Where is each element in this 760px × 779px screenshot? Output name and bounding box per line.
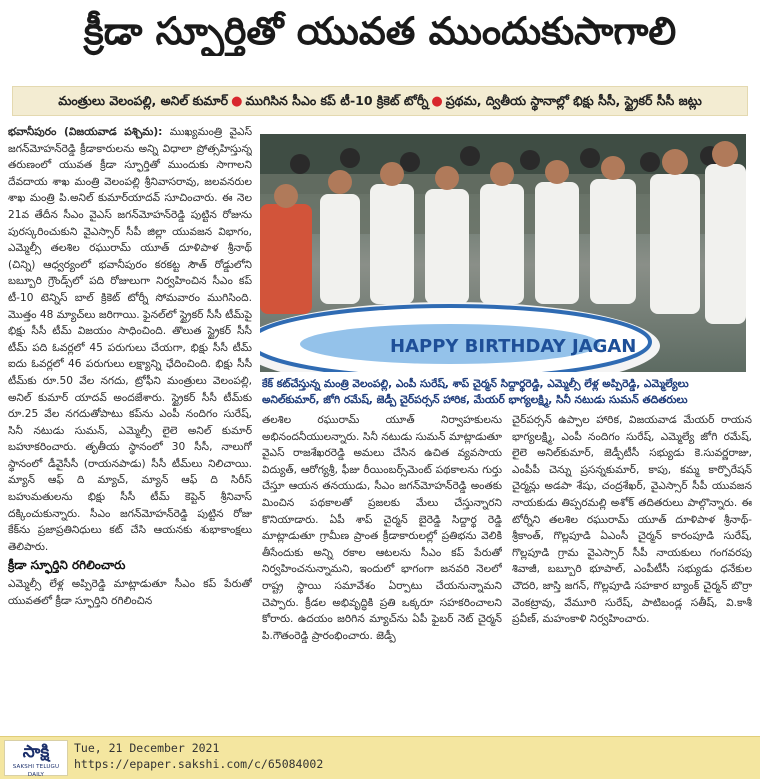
subhead-part-1: మంత్రులు వెలంపల్లి, అనిల్‌ కుమార్‌ [58, 93, 229, 108]
subheadline-bar [12, 86, 748, 116]
publication-date: Tue, 21 December 2021 [74, 741, 220, 755]
logo-text: సాక్షి [22, 742, 50, 762]
column-1-text-1: ముఖ్యమంత్రి వైఎస్‌ జగన్‌మోహన్‌రెడ్డి క్రీడాకారులను అన్ని విధాలా ప్రోత్సహిస్తున్న తరుణంలో యువత క్రీడా స్ఫూర్తితో ముందుకు సాగాలని దేవదాయ శాఖ మంత్రి వెలంపల్లి శ్రీనివాసరావు, జలవనరుల శాఖ మంత్రి పి.అనిల్‌ కుమార్‌యాదవ్‌ సూచించారు. ఈ నెల 21వ తేదీన సీఎం వైఎస్‌ జగన్‌మోహన్‌రెడ్డి పుట్టిన రోజును పురస్కరించుకుని వైఎస్సార్‌ సీపీ జిల్లా యువజన విభాగం, ఎమ్మెల్సీ తలశిల రఘురామ్‌ యూత్‌ దూళిపాళ శ్రీనాథ్‌ (చిన్ని) ఆధ్వర్యంలో భవానీపురం కరకట్ట సౌత్‌ రోడ్డులోని బబ్బూరి గ్రౌండ్స్‌లో పది రోజులుగా నిర్వహించిన సీఎం కప్‌ టీ-10 టెన్నిస్‌ బాల్‌ క్రికెట్‌ టోర్నీ సోమవారం ముగిసింది. మొత్తం 48 మ్యాచ్‌లు జరిగాయి. ఫైనల్‌లో స్ట్రైకర్‌ సీసీ టీమ్‌పై భిక్షు సీసీ టీమ్‌ విజయం సాధించింది. తొలుత స్ట్రైకర్‌ సీసీ టీమ్‌ పది ఓవర్లలో 45 పరుగులు చేయగా, భిక్షు సీసీ టీమ్‌ ఐదు ఓవర్లలో 46 పరుగులు లక్ష్యాన్ని ఛేదించింది. భిక్షు సీసీ టీమ్‌కు రూ.50 వేల నగదు, ట్రోఫీని మంత్రులు వెలంపల్లి, అనిల్‌ కుమార్‌ యాదవ్‌ అందజేశారు. స్ట్రైకర్‌ సీసీ టీమ్‌కు రూ.25 వేల నగదుతోపాటు కప్‌ను ఎంపీ నందిగం సురేష్‌, సినీ నటుడు సుమన్‌, ఎమ్మెల్సీ లైలె అనిల్‌ కుమార్‌ బహూకరించారు. తృతీయ స్థానంలో 30 సీసీ, నాలుగో స్థానంలో డీవైసీసీ (రాయనపాడు) సీసీ టీమ్‌లు నిలిచాయి. మ్యాన్‌ ఆఫ్‌ ది మ్యాచ్‌, మ్యాన్‌ ఆఫ్‌ ది సిరీస్‌ బహుమతులను భిక్షు సీసీ టీమ్‌ కెప్టెన్‌ శ్రీనివాస్‌ దక్కించుకున్నారు. సీఎం జగన్‌మోహన్‌రెడ్డి పుట్టిన రోజు కేక్‌ను ప్రజాప్రతినిధులు కట్‌ చేసి ఆయనకు శుభాకాంక్షలు తెలిపారు. [8, 126, 252, 553]
bullet-icon: ● [231, 94, 243, 109]
sakshi-logo[interactable] [4, 740, 68, 776]
photo-caption-line-1: కేక్‌ కట్‌చేస్తున్న మంత్రి వెలంపల్లి, ఎంపీ సురేష్‌, శాప్‌ చైర్మన్‌ సిద్దార్థరెడ్డి, ఎమ్మెల్సీ లేళ్ల అప్పిరెడ్డి, ఎమ్మెల్యేలు [262, 378, 689, 390]
subhead-part-3: ప్రథమ, ద్వితీయ స్థానాల్లో భిక్షు సీసీ, స్ట్రైకర్‌ సీసీ జట్లు [445, 93, 702, 108]
column-3-paragraph: చైర్‌పర్సన్‌ ఉప్పాల హారిక, విజయవాడ మేయర్‌ రాయన భాగ్యలక్ష్మి, ఎంపీ నందిగం సురేష్‌, ఎమ్మెల్యే జోగి రమేష్‌, లైలె అనిల్‌కుమార్‌, జెడ్పీటీసీ సభ్యుడు కె.సువర్ణరాజు, ఎంపీపీ చెన్ను ప్రసన్నకుమార్‌, కాపు, కమ్మ కార్పొరేషన్‌ చైర్మన్లు అడపా శేషు, చంద్రశేఖర్‌, వైఎస్సార్‌ సీపీ యువజన నాయకుడు తిప్పరమల్లి అశోక్‌ తదితరులు పాల్గొన్నారు. ఈ టోర్నీని తలశిల రఘురామ్‌ యూత్‌ దూళిపాళ శ్రీనాథ్‌-శ్రీకాంత్‌, గొల్లపూడి ఏఎంసీ చైర్మన్‌ కారంపూడి సురేష్‌, గొల్లపూడి గ్రామ వైఎస్సార్‌ సీపీ నాయకులు గంగవరపు శివాజీ, బబ్బూరి భూపాల్‌, ఎంపీటీసీ సభ్యుడు ధనేకుల చౌదరి, జాస్తి జగన్‌, గొల్లపూడి సహకార బ్యాంక్‌ చైర్మన్‌ బొర్రా వెంకట్రావు, వేమూరి సురేష్‌, పాటిబండ్ల సతీష్‌, వి.కాశీ ప్రవీణ్‌, మహంకాళి నిర్వహించారు. [512, 414, 752, 626]
article-column-1 [8, 124, 252, 731]
article-url-link[interactable]: https://epaper.sakshi.com/c/65084002 [74, 757, 324, 771]
cake-banner-text: HAPPY BIRTHDAY JAGAN [390, 336, 637, 357]
column-1-subheading: క్రీడా స్ఫూర్తిని రగిలించారు [8, 558, 126, 573]
photo-illustration [260, 134, 746, 372]
logo-tagline: SAKSHI TELUGU DAILY [12, 764, 60, 778]
article-column-2 [262, 412, 502, 731]
dateline: భవానీపురం (విజయవాడ పశ్చిమ): [8, 126, 163, 138]
bullet-icon: ● [431, 94, 443, 109]
column-2-paragraph: తలశిల రఘురామ్‌ యూత్‌ నిర్వాహకులను అభినందనీయులన్నారు. సినీ నటుడు సుమన్‌ మాట్లాడుతూ వైఎస్‌ రాజశేఖరరెడ్డి అమలు చేసిన ఉచిత వ్యవసాయ విద్యుత్‌, ఆరోగ్యశ్రీ, ఫీజు రీయింబర్స్‌మెంట్‌ పథకాలను గుర్తు చేస్తూ ఆయన తనయుడు, సీఎం జగన్‌మోహన్‌రెడ్డి అంతకు మించిన పథకాలతో ప్రజలకు మేలు చేస్తున్నారని కొనియాడారు. ఏపీ శాప్‌ చైర్మన్‌ బైరెడ్డి సిద్దార్థ రెడ్డి మాట్లాడుతూ గ్రామీణ ప్రాంత క్రీడాకారులల్లో ప్రతిభను వెలికి తీసేందుకు అన్ని రకాల ఆటలను సీఎం కప్‌ పేరుతో నిర్వహించనున్నామని, ఇందులో భాగంగా జనవరి నెలలో రాష్ట్ర స్థాయి సమావేశం ఏర్పాటు చేయనున్నామని చెప్పారు. క్రీడల అభివృద్ధికి ప్రతి ఒక్కరూ సహకరించాలని కోరారు. ఉదయం జరిగిన మ్యాచ్‌ను ఏపీ ఫైబర్‌ నెట్‌ చైర్మన్‌ పి.గౌతంరెడ్డి ప్రారంభించారు. జెడ్పీ [262, 414, 502, 642]
photo-caption [262, 376, 748, 408]
news-photo-cake-cutting [260, 134, 746, 372]
article-column-3 [512, 412, 752, 731]
column-1-paragraph-1 [8, 124, 252, 555]
photo-caption-line-2: అనిల్‌కుమార్‌, జోగి రమేష్‌, జెడ్పీ చైర్‌పర్సన్‌ హారిక, మేయర్‌ భాగ్యలక్ష్మి, సినీ నటుడు సుమన్‌ తదితరులు [262, 394, 688, 406]
article-headline: క్రీడా స్ఫూర్తితో యువత ముందుకుసాగాలి [83, 9, 677, 53]
column-1-paragraph-2: ఎమ్మెల్సీ లేళ్ల అప్పిరెడ్డి మాట్లాడుతూ సీఎం కప్‌ పేరుతో యువతలో క్రీడా స్ఫూర్తిని రగిలించిన [8, 578, 252, 607]
epaper-footer [0, 736, 760, 779]
subhead-part-2: ముగిసిన సీఎం కప్‌ టీ-10 క్రికెట్‌ టోర్నీ [245, 93, 429, 108]
